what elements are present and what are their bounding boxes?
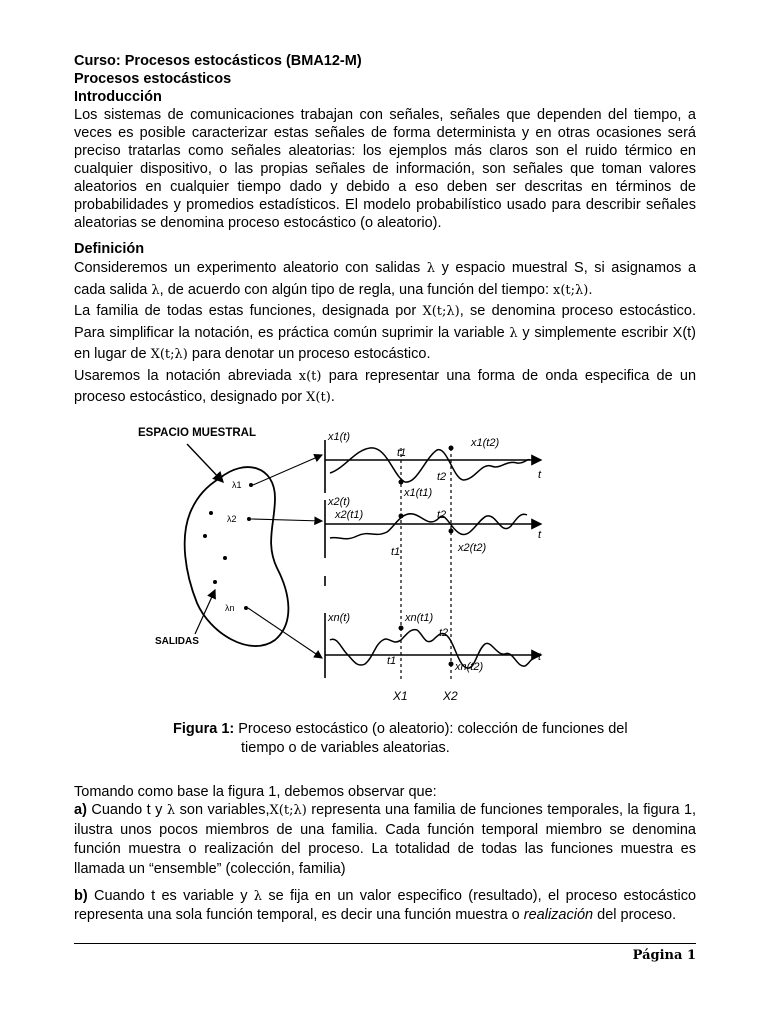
salidas-label: SALIDAS bbox=[155, 636, 199, 647]
t1-label: t1 bbox=[397, 447, 407, 459]
lambda-2-label: λ2 bbox=[227, 514, 237, 524]
espacio-muestral-label: ESPACIO MUESTRAL bbox=[138, 427, 256, 439]
topic-title: Procesos estocásticos bbox=[74, 71, 232, 87]
t-axis-label: t bbox=[538, 469, 542, 481]
outcome-point bbox=[209, 511, 213, 515]
footer-rule bbox=[74, 943, 696, 944]
figure-caption: Figura 1: Proceso estocástico (o aleatorio): colección de funciones del tiempo o de variables aleatorias. bbox=[173, 721, 628, 756]
x1t2-label: x1(t2) bbox=[471, 437, 500, 449]
X2-label: X2 bbox=[443, 689, 458, 703]
outcome-point bbox=[223, 556, 227, 560]
outcome-point bbox=[247, 517, 251, 521]
xnt2-label: xn(t2) bbox=[455, 661, 484, 673]
xnt-label: xn(t) bbox=[328, 612, 350, 624]
sample-dot bbox=[449, 662, 454, 667]
intro-paragraph: Los sistemas de comunicaciones trabajan con señales, señales que dependen del tiempo, a veces es posible caracterizar estas señales de forma determinista y en otras ocasiones será preciso tratarlas como señales aleatorias: los ejemplos más claros son el ruido térmico en cualquier dispositivo, o las propias señales de información, son señales que toman valores aleatorios en cualquier tiempo dado y debido a eso deben ser descritas en términos de probabilidades y promedios estadísticos. El modelo probabilístico usado para describir señales aleatorias se denomina proceso estocástico (o aleatorio). bbox=[74, 107, 696, 231]
sample-dot bbox=[399, 514, 404, 519]
x1t1-label: x1(t1) bbox=[404, 487, 433, 499]
sample-dot bbox=[449, 529, 454, 534]
x2t2-label: x2(t2) bbox=[458, 542, 487, 554]
mapping-arrow bbox=[251, 519, 322, 521]
outcome-point bbox=[244, 606, 248, 610]
xnt1-label: xn(t1) bbox=[405, 612, 434, 624]
sample-dot bbox=[449, 446, 454, 451]
outcome-point bbox=[213, 580, 217, 584]
page-number: Página 1 bbox=[632, 948, 696, 963]
mapping-arrow bbox=[253, 455, 322, 485]
t1-label: t1 bbox=[391, 546, 401, 558]
t1-label: t1 bbox=[387, 655, 397, 667]
t2-label: t2 bbox=[439, 627, 449, 639]
salidas-arrow bbox=[195, 590, 215, 634]
observations bbox=[74, 783, 696, 924]
t2-label: t2 bbox=[437, 509, 447, 521]
X1-label: X1 bbox=[393, 689, 408, 703]
outcome-point bbox=[203, 534, 207, 538]
page-body bbox=[74, 52, 696, 409]
observation-b: b) Cuando t es variable y λ se fija en un valor especifico (resultado), el proceso estocástico representa una sola función temporal, es decir una función muestra o realización del proceso. bbox=[74, 888, 697, 923]
mapping-arrow bbox=[248, 608, 322, 658]
section-title: Introducción bbox=[74, 89, 162, 105]
observations-intro: Tomando como base la figura 1, debemos observar que: bbox=[74, 784, 437, 800]
observation-a: a) Cuando t y λ son variables,X(t;λ) representa una familia de funciones temporales, la figura 1, ilustra unos pocos miembros de una familia. Cada función temporal miembro se denomina función muestra o realización del proceso. La totalidad de todas las funciones muestra es llamada un “ensemble” (colección, familia) bbox=[74, 802, 697, 877]
waveform-x1 bbox=[330, 448, 530, 482]
definition-title: Definición bbox=[74, 241, 145, 257]
definition-paragraph-2: La familia de todas estas funciones, designada por X(t;λ), se denomina proceso estocástico. Para simplificar la notación, es práctica común suprimir la variable λ y simplemente escribir X(t) en lugar de X(t;λ) para denotar un proceso estocástico. bbox=[74, 303, 697, 362]
outcome-point bbox=[249, 483, 253, 487]
lambda-1-label: λ1 bbox=[232, 480, 242, 490]
sample-dot bbox=[399, 480, 404, 485]
waveform-xn bbox=[330, 630, 535, 669]
sample-dot bbox=[399, 626, 404, 631]
lambda-n-label: λn bbox=[225, 603, 235, 613]
x2t1-label: x2(t1) bbox=[335, 509, 364, 521]
x2t-label: x2(t) bbox=[328, 496, 350, 508]
figure-1-diagram bbox=[125, 418, 565, 708]
t2-label: t2 bbox=[437, 471, 447, 483]
definition-paragraph-1: Consideremos un experimento aleatorio con salidas λ y espacio muestral S, si asignamos a cada salida λ, de acuerdo con algún tipo de regla, una función del tiempo: x(t;λ). bbox=[74, 260, 697, 298]
espacio-arrow bbox=[187, 444, 223, 482]
course-title: Curso: Procesos estocásticos (BMA12-M) bbox=[74, 53, 362, 69]
sample-space-blob bbox=[185, 467, 289, 646]
definition-paragraph-3: Usaremos la notación abreviada x(t) para representar una forma de onda especifica de un proceso estocástico, designado por X(t). bbox=[74, 367, 697, 405]
t-axis-label: t bbox=[538, 651, 542, 663]
t-axis-label: t bbox=[538, 529, 542, 541]
x1t-label: x1(t) bbox=[328, 431, 350, 443]
